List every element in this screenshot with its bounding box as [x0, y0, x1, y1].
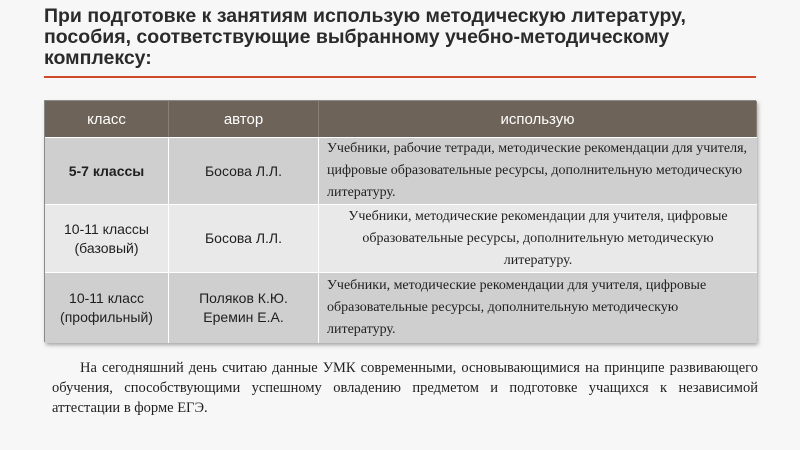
row1-author: Босова Л.Л. [169, 137, 319, 204]
row1-uses: Учебники, рабочие тетради, методические рекомендации для учителя, цифровые образовательные ресурсы, дополнительную методическую литературу. [319, 137, 757, 204]
header-grade: класс [45, 101, 169, 137]
page-title: При подготовке к занятиям использую методическую литературу, пособия, соответствующие выбранному учебно-методическому комплексу: [44, 5, 686, 69]
umk-table [44, 100, 756, 342]
title-divider [44, 76, 756, 78]
row3-uses: Учебники, методические рекомендации для учителя, цифровые образовательные ресурсы, дополнительную методическую литературу. [319, 272, 757, 343]
row2-uses: Учебники, методические рекомендации для учителя, цифровые образовательные ресурсы, дополнительную методическую литературу. [319, 204, 757, 272]
header-author: автор [169, 101, 319, 137]
row2-grade: 10-11 классы (базовый) [45, 204, 169, 272]
row2-author: Босова Л.Л. [169, 204, 319, 272]
row3-grade: 10-11 класс (профильный) [45, 272, 169, 343]
row3-author: Поляков К.Ю. Еремин Е.А. [169, 272, 319, 343]
row1-grade: 5-7 классы [45, 137, 169, 204]
conclusion-paragraph: На сегодняшний день считаю данные УМК современными, основывающимися на принципе развивающего обучения, способствующими успешному овладению предметом и подготовке учащихся к независимой аттестации в форме ЕГЭ. [52, 360, 758, 416]
header-uses: использую [319, 101, 757, 137]
